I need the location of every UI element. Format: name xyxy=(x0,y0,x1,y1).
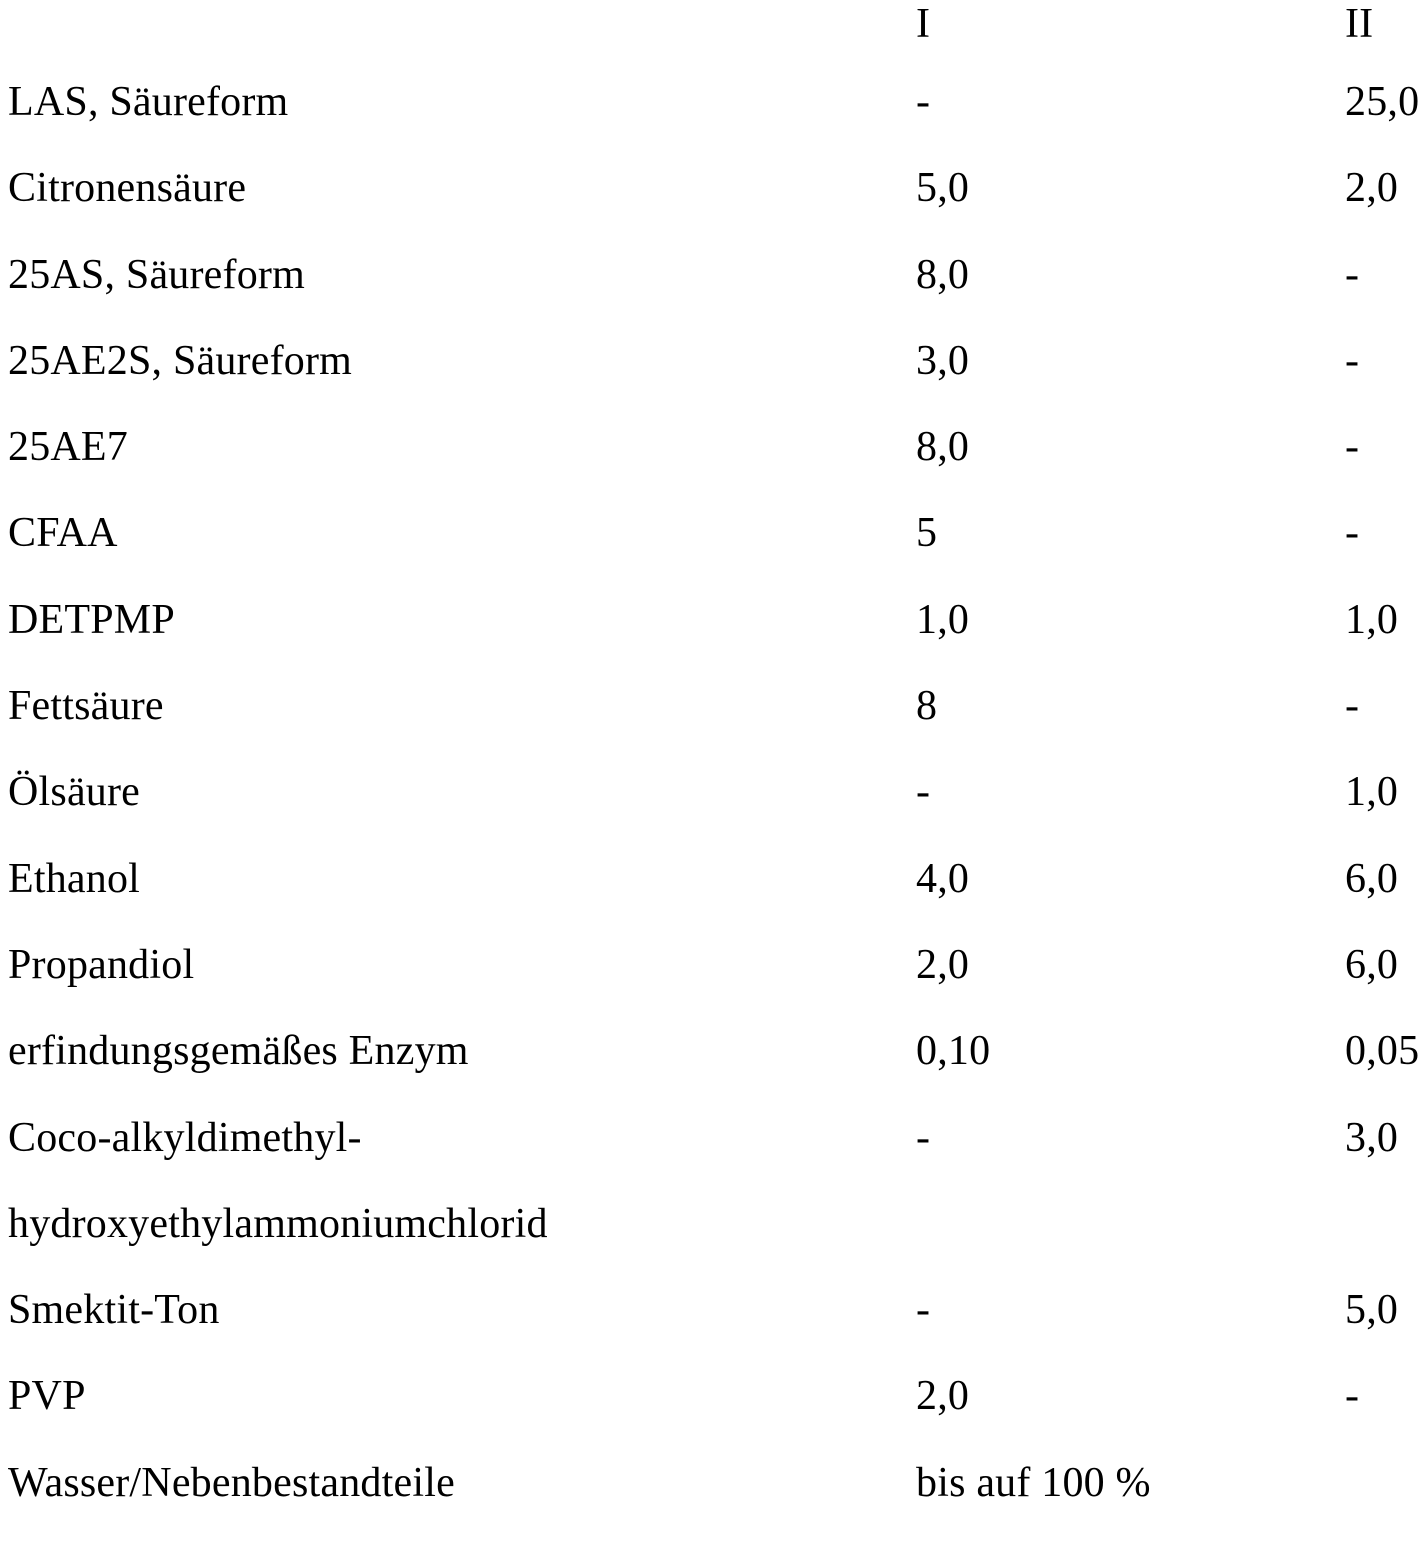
value-col2: 5,0 xyxy=(1345,1287,1399,1334)
table-row xyxy=(0,1202,1428,1288)
ingredient-label: Fettsäure xyxy=(8,683,164,730)
ingredient-label: LAS, Säureform xyxy=(8,79,289,125)
table-row xyxy=(0,943,1428,1029)
table-row xyxy=(0,770,1428,856)
ingredient-label: DETPMP xyxy=(8,596,175,643)
value-col1: 1,0 xyxy=(916,596,970,643)
value-col1: 2,0 xyxy=(916,1373,970,1420)
ingredient-label: Wasser/Nebenbestandteile xyxy=(8,1459,455,1506)
table-row xyxy=(0,253,1428,339)
table-row xyxy=(0,1461,1428,1547)
value-col1: 5 xyxy=(916,510,938,557)
value-col1: - xyxy=(916,769,931,816)
value-col2: 3,0 xyxy=(1345,1114,1399,1161)
value-col1: - xyxy=(916,79,931,125)
value-col1: - xyxy=(916,1287,931,1334)
value-col1: 0,10 xyxy=(916,1028,991,1075)
value-col2: 0,05 xyxy=(1345,1028,1420,1075)
value-col2: 25,0 xyxy=(1345,79,1420,125)
table-row xyxy=(0,80,1428,166)
value-col1: 8 xyxy=(916,683,938,730)
column-header-2: II xyxy=(1345,1,1374,47)
ingredient-label: 25AS, Säureform xyxy=(8,251,305,298)
table-row xyxy=(0,1374,1428,1460)
table-row xyxy=(0,857,1428,943)
value-col2: 1,0 xyxy=(1345,769,1399,816)
value-col1: - xyxy=(916,1114,931,1161)
value-col2: - xyxy=(1345,683,1360,730)
table-header-row xyxy=(0,2,1428,80)
value-col1: 2,0 xyxy=(916,941,970,988)
table-row xyxy=(0,339,1428,425)
ingredient-label: PVP xyxy=(8,1373,86,1420)
table-row xyxy=(0,684,1428,770)
value-col2: 6,0 xyxy=(1345,941,1399,988)
value-col1: 4,0 xyxy=(916,855,970,902)
value-col2: 6,0 xyxy=(1345,855,1399,902)
value-col2: - xyxy=(1345,337,1360,384)
value-col1: 5,0 xyxy=(916,165,970,212)
value-col2: - xyxy=(1345,424,1360,471)
column-header-1: I xyxy=(916,1,931,47)
value-col1: bis auf 100 % xyxy=(916,1459,1151,1506)
ingredient-label: Ethanol xyxy=(8,855,141,902)
value-col2: - xyxy=(1345,251,1360,298)
ingredient-label: Citronensäure xyxy=(8,165,247,212)
table-row xyxy=(0,511,1428,597)
ingredient-label: CFAA xyxy=(8,510,118,557)
value-col1: 8,0 xyxy=(916,424,970,471)
ingredient-label: Smektit-Ton xyxy=(8,1287,220,1334)
value-col2: - xyxy=(1345,1373,1360,1420)
ingredient-label: Ölsäure xyxy=(8,769,141,816)
ingredient-label: 25AE2S, Säureform xyxy=(8,337,353,384)
ingredient-label-continuation: hydroxyethylammoniumchlorid xyxy=(8,1200,548,1247)
ingredient-label: Coco-alkyldimethyl- xyxy=(8,1114,362,1161)
ingredient-label: Propandiol xyxy=(8,941,195,988)
value-col1: 3,0 xyxy=(916,337,970,384)
table-row xyxy=(0,166,1428,252)
table-row xyxy=(0,1029,1428,1115)
ingredient-label: erfindungsgemäßes Enzym xyxy=(8,1028,469,1075)
table-row xyxy=(0,425,1428,511)
ingredient-label: 25AE7 xyxy=(8,424,128,471)
table-row xyxy=(0,1288,1428,1374)
table-row xyxy=(0,598,1428,684)
value-col1: 8,0 xyxy=(916,251,970,298)
value-col2: - xyxy=(1345,510,1360,557)
value-col2: 1,0 xyxy=(1345,596,1399,643)
table-row xyxy=(0,1116,1428,1202)
value-col2: 2,0 xyxy=(1345,165,1399,212)
